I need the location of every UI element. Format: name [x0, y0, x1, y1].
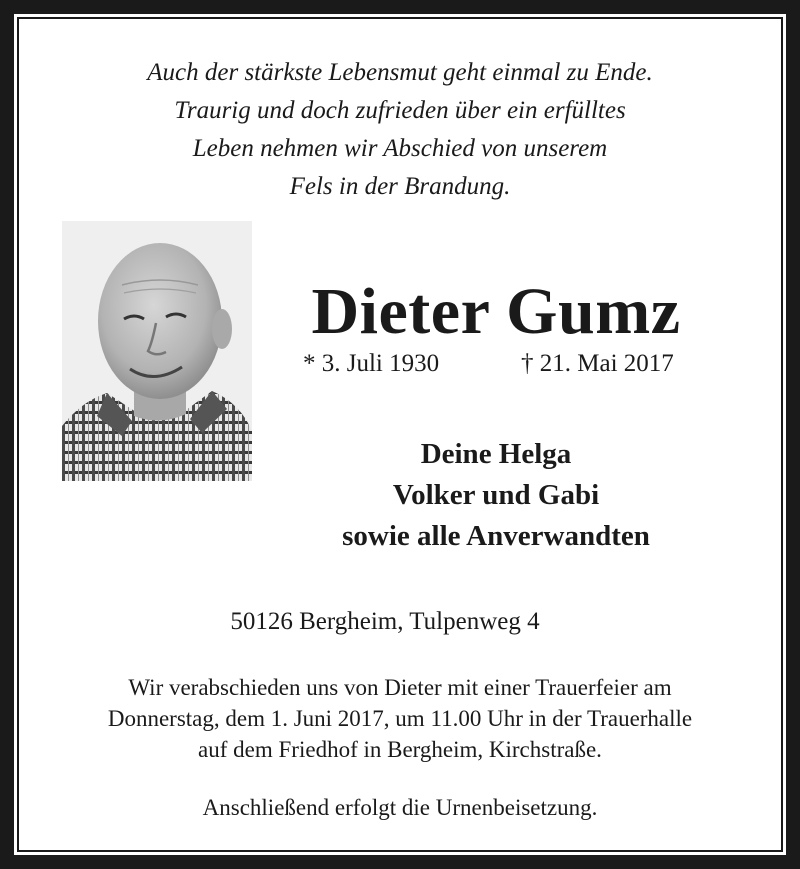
memorial-quote — [16, 54, 784, 206]
bereaved-family — [266, 434, 726, 557]
quote-line: Auch der stärkste Lebensmut geht einmal zu Ende. — [147, 59, 653, 86]
ceremony-line: Wir verabschieden uns von Dieter mit einer Trauerfeier am — [128, 675, 672, 700]
family-line: Deine Helga — [420, 438, 572, 470]
portrait-photo — [62, 221, 252, 481]
quote-line: Leben nehmen wir Abschied von unserem — [192, 135, 608, 162]
birth-date: * 3. Juli 1930 — [303, 350, 440, 377]
family-line: sowie alle Anverwandten — [342, 520, 650, 552]
obituary-card — [14, 14, 786, 855]
family-address: 50126 Bergheim, Tulpenweg 4 — [230, 608, 540, 635]
funeral-ceremony-info — [16, 672, 784, 765]
urn-burial-note: Anschließend erfolgt die Urnenbeisetzung. — [202, 795, 598, 820]
ceremony-line: Donnerstag, dem 1. Juni 2017, um 11.00 Uhr in der Trauerhalle — [107, 706, 693, 731]
quote-line: Fels in der Brandung. — [289, 173, 511, 200]
deceased-name: Dieter Gumz — [311, 275, 681, 348]
death-date: † 21. Mai 2017 — [521, 350, 674, 377]
portrait-illustration — [62, 221, 252, 481]
quote-line: Traurig und doch zufrieden über ein erfülltes — [174, 97, 626, 124]
family-line: Volker und Gabi — [392, 479, 600, 511]
ceremony-line: auf dem Friedhof in Bergheim, Kirchstraße. — [198, 737, 602, 762]
